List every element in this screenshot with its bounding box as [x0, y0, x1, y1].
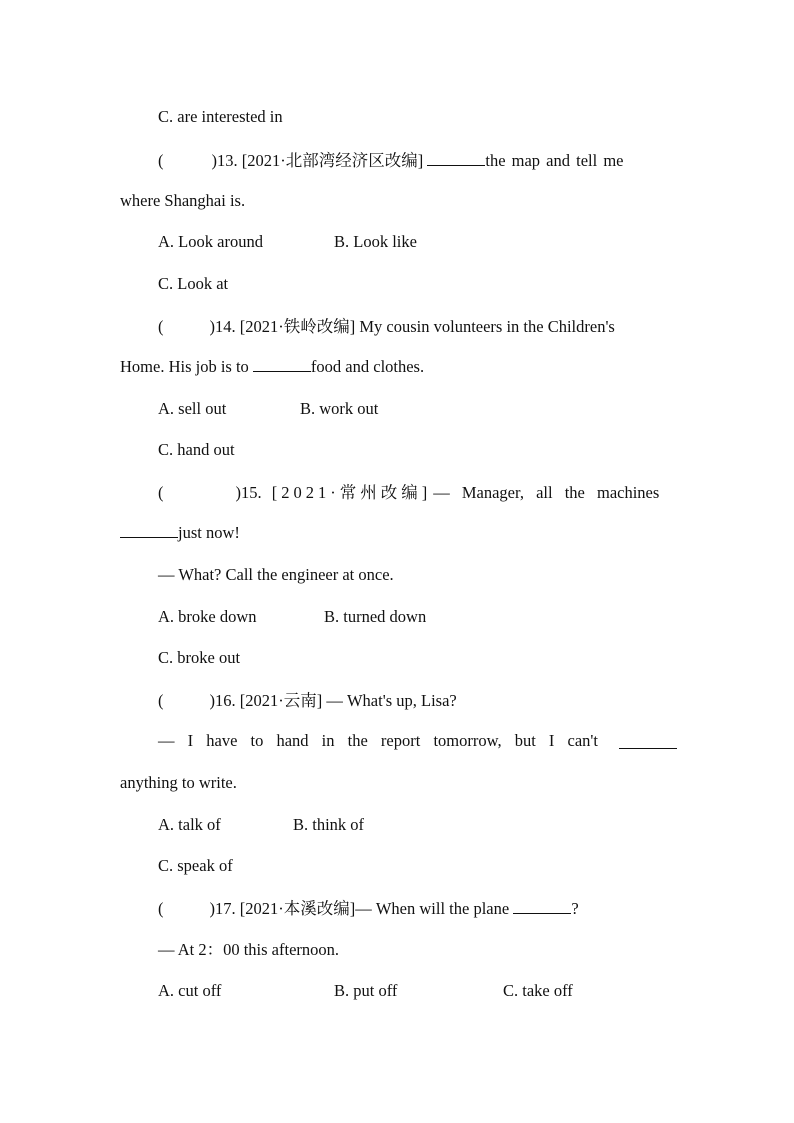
- q14-stem-line2-after: food and clothes.: [310, 357, 425, 376]
- q16-option-b[interactable]: B. think of: [293, 815, 365, 834]
- q15-stem-line1: — Manager, all the machines: [433, 483, 660, 502]
- q17-paren: (: [158, 899, 164, 918]
- q13-stem: [158, 150, 674, 172]
- q14-source: [2021·铁岭改编]: [239, 317, 356, 336]
- q15-blank[interactable]: [120, 522, 178, 538]
- q16-reply-text: — I have to hand in the report tomorrow, but I can't: [158, 731, 598, 750]
- q17-number: )17.: [209, 899, 236, 918]
- q14-blank[interactable]: [253, 356, 311, 372]
- q14-stem-line2: [120, 356, 424, 378]
- q15-paren: (: [158, 483, 164, 502]
- q13-number: )13.: [211, 151, 238, 170]
- q13-stem-line2: where Shanghai is.: [120, 191, 246, 210]
- q17-stem: [158, 898, 579, 920]
- q17-reply: — At 2：00 this afternoon.: [158, 940, 340, 959]
- q15-stem: [158, 482, 674, 504]
- q17-source: [2021·本溪改编]: [239, 899, 356, 918]
- q14-option-a[interactable]: A. sell out: [158, 399, 227, 418]
- q14-option-b[interactable]: B. work out: [300, 399, 379, 418]
- q13-paren: (: [158, 151, 164, 170]
- q15-source: [2021·常州改编]: [271, 483, 432, 502]
- q15-option-b[interactable]: B. turned down: [324, 607, 427, 626]
- q13-stem-after-blank: the map and tell me: [485, 151, 624, 170]
- q12-option-c: C. are interested in: [158, 107, 283, 126]
- q13-option-a[interactable]: A. Look around: [158, 232, 263, 251]
- q16-stem: [158, 690, 457, 712]
- q16-number: )16.: [209, 691, 236, 710]
- q13-option-b[interactable]: B. Look like: [334, 232, 417, 251]
- q17-stem-line1: — When will the plane: [355, 899, 510, 918]
- q16-reply-line2: anything to write.: [120, 773, 237, 792]
- q17-stem-end: ?: [571, 899, 579, 918]
- q15-option-a[interactable]: A. broke down: [158, 607, 257, 626]
- q14-stem-line2-before: Home. His job is to: [120, 357, 249, 376]
- q17-option-a[interactable]: A. cut off: [158, 981, 222, 1000]
- q14-stem: [158, 316, 674, 338]
- q16-reply-line1: [158, 730, 677, 752]
- q13-blank[interactable]: [427, 150, 485, 166]
- q16-option-a[interactable]: A. talk of: [158, 815, 221, 834]
- q17-option-c[interactable]: C. take off: [503, 981, 573, 1000]
- q16-paren: (: [158, 691, 164, 710]
- q14-paren: (: [158, 317, 164, 336]
- q16-stem-line1: — What's up, Lisa?: [326, 691, 457, 710]
- q16-blank[interactable]: [619, 733, 677, 749]
- q15-option-c[interactable]: C. broke out: [158, 648, 241, 667]
- q15-number: )15.: [235, 483, 262, 502]
- q15-stem-line2: [120, 522, 240, 544]
- q13-source: [2021·北部湾经济区改编]: [241, 151, 424, 170]
- q14-stem-line1: My cousin volunteers in the Children's: [359, 317, 615, 336]
- q13-option-c[interactable]: C. Look at: [158, 274, 229, 293]
- q15-stem-line2-after: just now!: [178, 523, 240, 542]
- q15-reply: — What? Call the engineer at once.: [158, 565, 394, 584]
- q16-source: [2021·云南]: [239, 691, 323, 710]
- q14-option-c[interactable]: C. hand out: [158, 440, 235, 459]
- q17-option-b[interactable]: B. put off: [334, 981, 398, 1000]
- q16-option-c[interactable]: C. speak of: [158, 856, 233, 875]
- q14-number: )14.: [209, 317, 236, 336]
- q17-blank[interactable]: [513, 898, 571, 914]
